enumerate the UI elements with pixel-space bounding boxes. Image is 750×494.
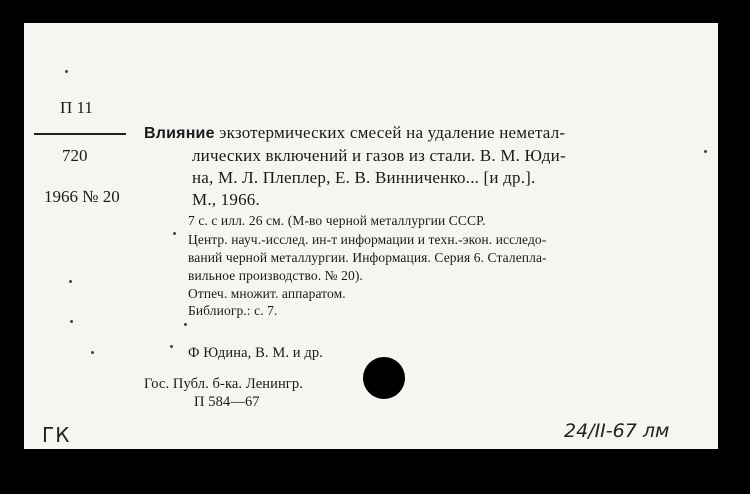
shelfmark-index: П 11 [60,98,93,117]
handwritten-initials: ГК [42,423,71,447]
description-note-2: Библиогр.: с. 7. [188,303,278,318]
speck [184,323,187,326]
library-name: Гос. Публ. б-ка. Ленингр. [144,376,303,392]
description-line-4: вильное производство. № 20). [188,268,363,283]
description-line-2: Центр. науч.-исслед. ин-т информации и техн.-экон. исследо- [188,232,547,247]
speck [69,280,72,283]
speck [91,351,94,354]
speck [704,150,707,153]
description-note-1: Отпеч. множит. аппаратом. [188,286,346,301]
shelfmark-series: 1966 № 20 [44,187,120,206]
title-line-2: лических включений и газов из стали. В. М. Юди- [192,146,566,165]
title-line-1-rest: экзотермических смесей на удаление неметал- [219,123,566,142]
title-lead-word: Влияние [144,125,215,142]
title-line-4: М., 1966. [192,190,260,209]
handwritten-date: 24/II-67 лм [564,420,670,442]
speck [170,345,173,348]
description-line-1: 7 с. с илл. 26 см. (М-во черной металлургии СССР. [188,213,486,228]
title-line-3: на, М. Л. Плеплер, Е. В. Винниченко... [и др.]. [192,168,536,187]
speck [65,70,68,73]
speck [173,232,176,235]
description-line-3: ваний черной металлургии. Информация. Серия 6. Сталепла- [188,250,547,265]
catalog-card [24,23,718,449]
speck [70,320,73,323]
shelfmark-number: 720 [62,146,88,165]
added-entry: Ф Юдина, В. М. и др. [188,345,323,361]
punch-hole [363,357,405,399]
library-number: П 584—67 [194,394,260,410]
title-line-1 [144,123,565,143]
shelfmark-divider [34,133,126,135]
